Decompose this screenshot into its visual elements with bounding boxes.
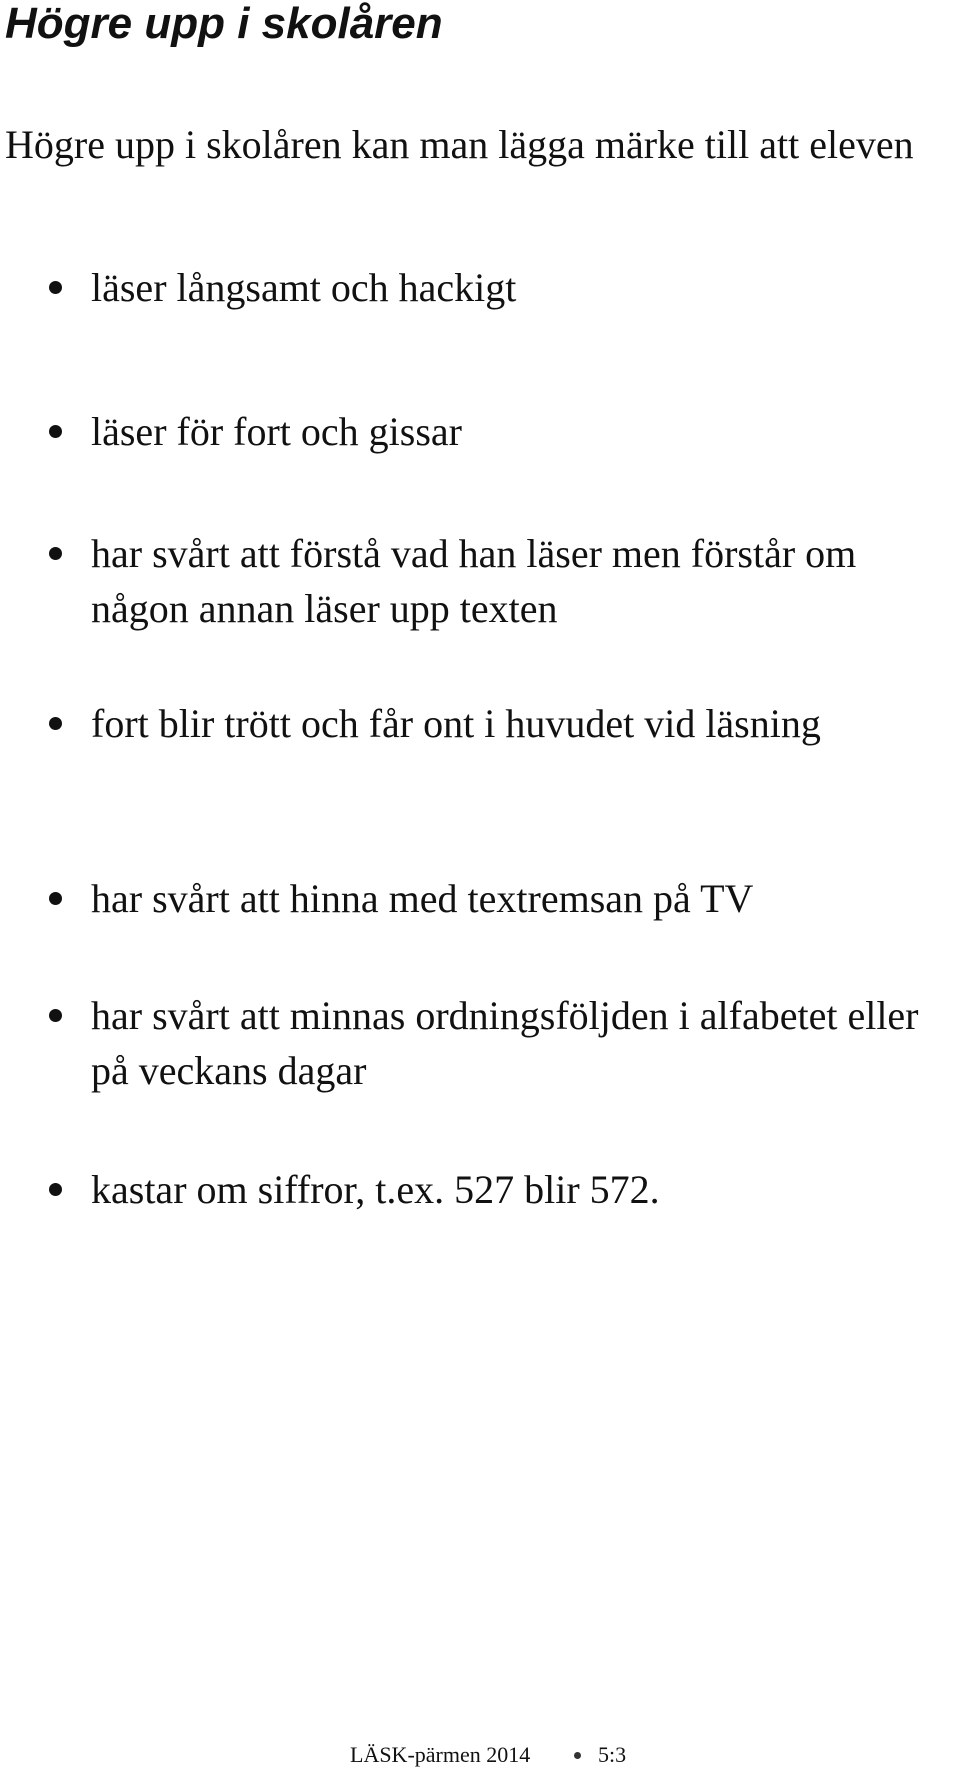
page-title: Högre upp i skolåren <box>5 0 443 48</box>
footer-separator-dot-icon <box>574 1752 581 1759</box>
page-footer <box>0 1740 960 1770</box>
intro-paragraph: Högre upp i skolåren kan man lägga märke till att eleven <box>5 122 914 167</box>
bullet-dot-icon <box>49 425 62 438</box>
list-item-text: läser långsamt och hackigt <box>91 265 517 310</box>
bullet-dot-icon <box>49 1009 62 1022</box>
list-item-text: har svårt att förstå vad han läser men förstår om någon annan läser upp texten <box>91 531 857 631</box>
footer-document-title: LÄSK-pärmen 2014 <box>350 1742 531 1767</box>
list-item-text: fort blir trött och får ont i huvudet vid läsning <box>91 701 821 746</box>
list-item-text: kastar om siffror, t.ex. 527 blir 572. <box>91 1167 660 1212</box>
bullet-dot-icon <box>49 892 62 905</box>
list-item-text: har svårt att hinna med textremsan på TV <box>91 876 754 921</box>
bullet-dot-icon <box>49 547 62 560</box>
list-item-text: har svårt att minnas ordningsföljden i alfabetet eller på veckans dagar <box>91 993 919 1093</box>
footer-page-number: 5:3 <box>598 1742 627 1767</box>
bullet-dot-icon <box>49 1183 62 1196</box>
list-item-text: läser för fort och gissar <box>91 409 462 454</box>
bullet-dot-icon <box>49 281 62 294</box>
bullet-dot-icon <box>49 717 62 730</box>
